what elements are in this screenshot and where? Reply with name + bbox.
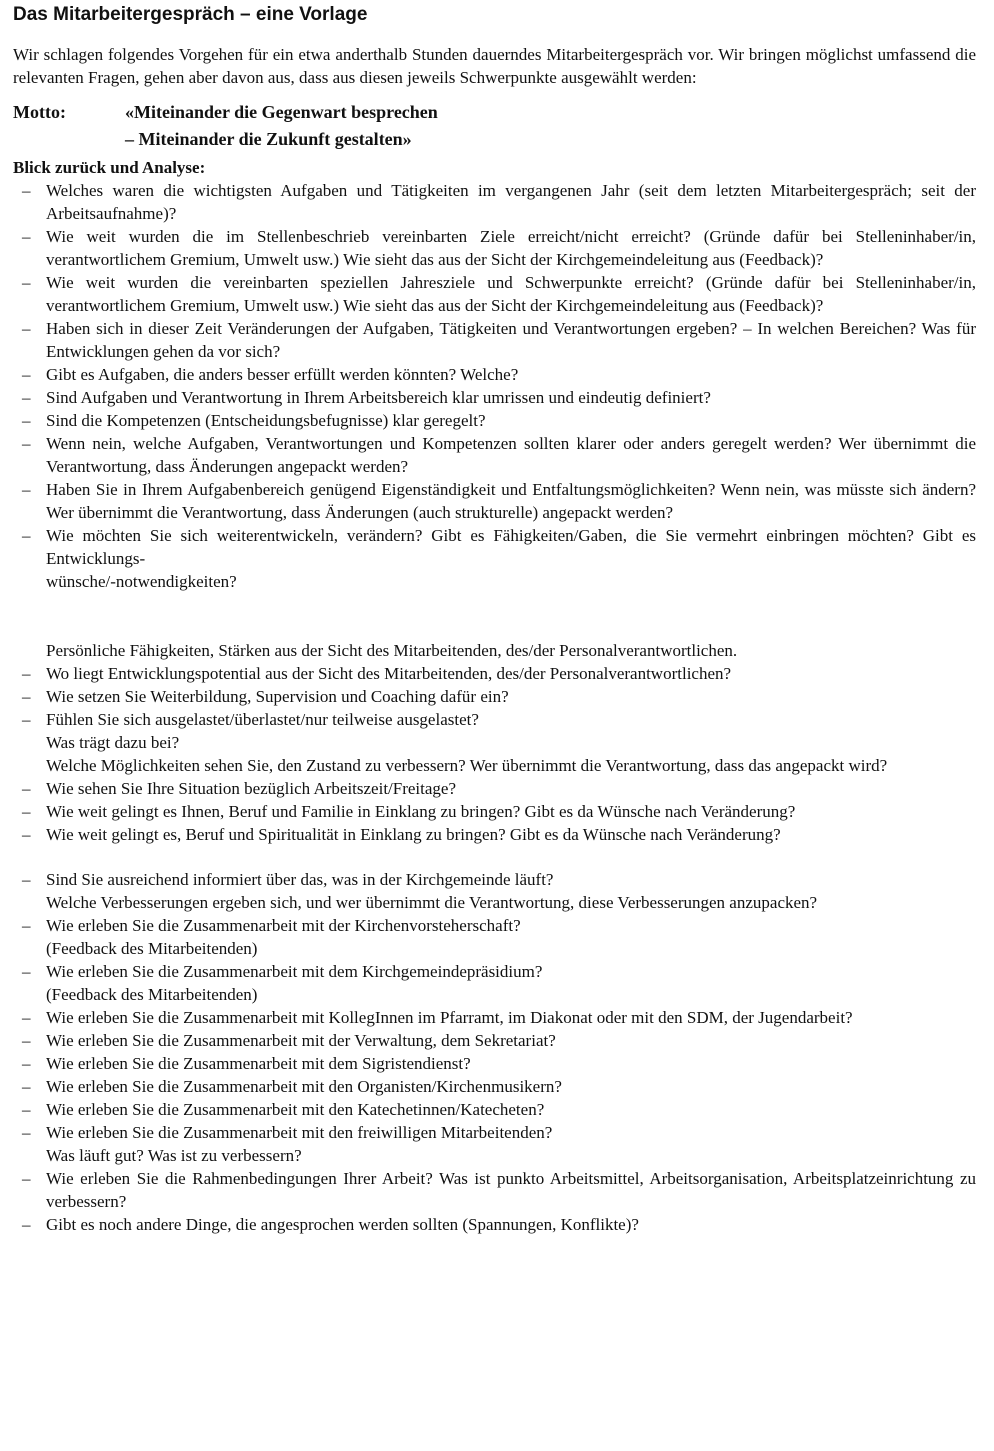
list-item xyxy=(13,868,976,914)
list-item: – Wie erleben Sie die Zusammenarbeit mit der Verwaltung, dem Sekretariat? xyxy=(13,1029,976,1052)
list-item-line: (Feedback des Mitarbeitenden) xyxy=(46,985,258,1004)
list-item: – Sind Aufgaben und Verantwortung in Ihrem Arbeitsbereich klar umrissen und eindeutig definiert? xyxy=(13,386,976,409)
list-item-line: – Wie möchten Sie sich weiterentwickeln, verändern? Gibt es Fähigkeiten/Gaben, die Sie vermehrt einbringen möchten? Gibt es Entwicklungs- xyxy=(46,526,976,568)
list-item: – Wie erleben Sie die Rahmenbedingungen Ihrer Arbeit? Was ist punkto Arbeitsmittel, Arbeitsorganisation, Arbeitsplatzeinrichtung zu verbessern? xyxy=(13,1167,976,1213)
page-title: Das Mitarbeitergespräch – eine Vorlage xyxy=(13,4,368,25)
list-item-line: – Wie erleben Sie die Zusammenarbeit mit dem Kirchgemeindepräsidium? xyxy=(46,962,543,981)
collaboration-question-list xyxy=(13,868,976,1236)
review-question-list xyxy=(13,179,976,593)
motto-line-2: – Miteinander die Zukunft gestalten» xyxy=(125,129,412,149)
skills-question-list xyxy=(13,662,976,846)
list-item: – Wie erleben Sie die Zusammenarbeit mit dem Sigristendienst? xyxy=(13,1052,976,1075)
list-item: – Haben Sie in Ihrem Aufgabenbereich genügend Eigenständigkeit und Entfaltungsmöglichkeiten? Wenn nein, was müsste sich ändern? Wer übernimmt die Verantwortung, dass Änderungen (auch strukturelle) angepackt werden? xyxy=(13,478,976,524)
list-item: – Wie sehen Sie Ihre Situation bezüglich Arbeitszeit/Freitage? xyxy=(13,777,976,800)
list-item-line: Welche Möglichkeiten sehen Sie, den Zustand zu verbessern? Wer übernimmt die Verantwortung, dass das angepackt wird? xyxy=(46,756,888,775)
list-item xyxy=(13,524,976,593)
list-item: – Wo liegt Entwicklungspotential aus der Sicht des Mitarbeitenden, des/der Personalverantwortlichen? xyxy=(13,662,976,685)
list-item xyxy=(13,914,976,960)
list-item: – Wie setzen Sie Weiterbildung, Supervision und Coaching dafür ein? xyxy=(13,685,976,708)
list-item-line: – Fühlen Sie sich ausgelastet/überlastet/nur teilweise ausgelastet? xyxy=(46,710,479,729)
list-item: – Haben sich in dieser Zeit Veränderungen der Aufgaben, Tätigkeiten und Verantwortungen ergeben? – In welchen Bereichen? Was für Entwicklungen gehen da vor sich? xyxy=(13,317,976,363)
section-heading-review: Blick zurück und Analyse: xyxy=(13,158,206,177)
list-item: – Wie weit gelingt es, Beruf und Spiritualität in Einklang zu bringen? Gibt es da Wünsche nach Veränderung? xyxy=(13,823,976,846)
motto-label: Motto: xyxy=(13,102,66,122)
motto-block xyxy=(13,99,976,153)
document-page xyxy=(13,4,976,1236)
list-item: – Wenn nein, welche Aufgaben, Verantwortungen und Kompetenzen sollten klarer oder anders geregelt werden? Wer übernimmt die Verantwortung, dass Änderungen angepackt werden? xyxy=(13,432,976,478)
list-item xyxy=(13,960,976,1006)
list-item: – Gibt es Aufgaben, die anders besser erfüllt werden könnten? Welche? xyxy=(13,363,976,386)
list-item-line: – Wie erleben Sie die Zusammenarbeit mit der Kirchenvorsteherschaft? xyxy=(46,916,521,935)
section-intro-skills: Persönliche Fähigkeiten, Stärken aus der Sicht des Mitarbeitenden, des/der Personalverantwortlichen. xyxy=(46,641,738,660)
list-item: – Gibt es noch andere Dinge, die angesprochen werden sollten (Spannungen, Konflikte)? xyxy=(13,1213,976,1236)
list-item-line: – Sind Sie ausreichend informiert über das, was in der Kirchgemeinde läuft? xyxy=(46,870,554,889)
list-item: – Wie weit wurden die im Stellenbeschrieb vereinbarten Ziele erreicht/nicht erreicht? (Gründe dafür bei Stelleninhaber/in, verantwortlichem Gremium, Umwelt usw.) Wie sieht das aus der Sicht der Kirchgemeindeleitung aus (Feedback)? xyxy=(13,225,976,271)
list-item-line: Was trägt dazu bei? xyxy=(46,733,180,752)
motto-line-1: «Miteinander die Gegenwart besprechen xyxy=(125,102,438,122)
list-item: – Sind die Kompetenzen (Entscheidungsbefugnisse) klar geregelt? xyxy=(13,409,976,432)
list-item: – Wie erleben Sie die Zusammenarbeit mit den Katechetinnen/Katecheten? xyxy=(13,1098,976,1121)
list-item-line: Was läuft gut? Was ist zu verbessern? xyxy=(46,1146,302,1165)
intro-paragraph: Wir schlagen folgendes Vorgehen für ein etwa anderthalb Stunden dauerndes Mitarbeitergespräch vor. Wir bringen möglichst umfassend die relevanten Fragen, gehen aber davon aus, dass aus diesen jeweils Schwerpunkte ausgewählt werden: xyxy=(13,45,976,87)
list-item: – Welches waren die wichtigsten Aufgaben und Tätigkeiten im vergangenen Jahr (seit dem letzten Mitarbeitergespräch; seit der Arbeitsaufnahme)? xyxy=(13,179,976,225)
list-item-line: Welche Verbesserungen ergeben sich, und wer übernimmt die Verantwortung, diese Verbesserungen anzupacken? xyxy=(46,893,818,912)
list-item xyxy=(13,1121,976,1167)
list-item-line: (Feedback des Mitarbeitenden) xyxy=(46,939,258,958)
motto-text xyxy=(125,99,438,153)
list-item-line: wünsche/-notwendigkeiten? xyxy=(46,572,237,591)
list-item xyxy=(13,708,976,777)
list-item: – Wie weit wurden die vereinbarten speziellen Jahresziele und Schwerpunkte erreicht? (Gründe dafür bei Stelleninhaber/in, verantwortlichem Gremium, Umwelt usw.) Wie sieht das aus der Sicht der Kirchgemeindeleitung aus (Feedback)? xyxy=(13,271,976,317)
list-item: – Wie erleben Sie die Zusammenarbeit mit KollegInnen im Pfarramt, im Diakonat oder mit den SDM, der Jugendarbeit? xyxy=(13,1006,976,1029)
list-item: – Wie erleben Sie die Zusammenarbeit mit den Organisten/Kirchenmusikern? xyxy=(13,1075,976,1098)
list-item-line: – Wie erleben Sie die Zusammenarbeit mit den freiwilligen Mitarbeitenden? xyxy=(46,1123,553,1142)
list-item: – Wie weit gelingt es Ihnen, Beruf und Familie in Einklang zu bringen? Gibt es da Wünsche nach Veränderung? xyxy=(13,800,976,823)
